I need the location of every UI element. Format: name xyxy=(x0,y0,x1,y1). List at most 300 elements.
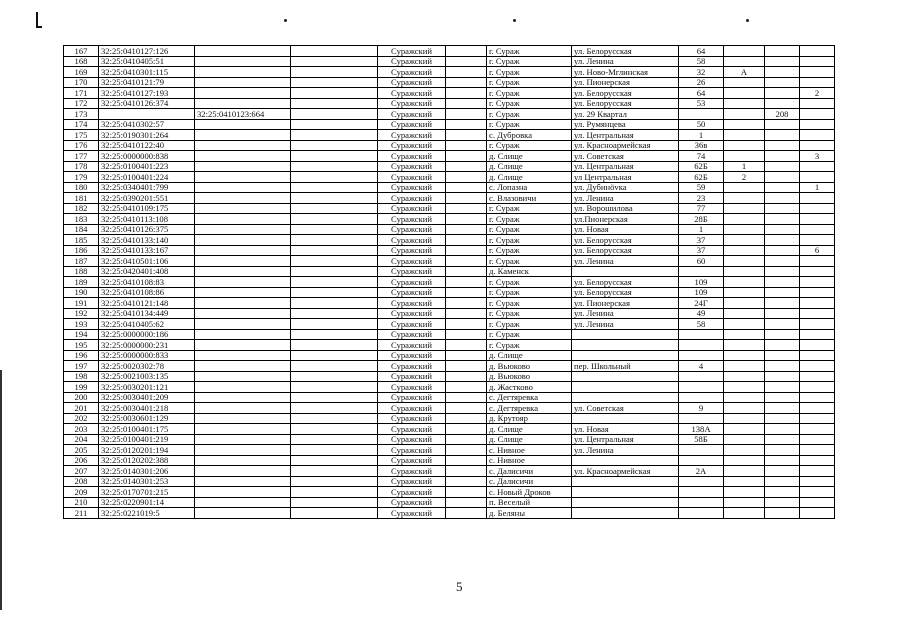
flat-cell xyxy=(800,203,835,214)
extra-cell xyxy=(765,67,800,78)
cadastral-number-cell: 32:25:0410501:106 xyxy=(99,256,195,267)
letter-cell xyxy=(724,140,765,151)
settlement-cell: г. Сураж xyxy=(487,319,572,330)
house-cell: 36в xyxy=(679,140,724,151)
district-cell: Суражский xyxy=(378,151,446,162)
house-cell: 109 xyxy=(679,287,724,298)
flat-cell xyxy=(800,193,835,204)
flat-cell xyxy=(800,350,835,361)
house-cell: 62Б xyxy=(679,172,724,183)
extra-cell xyxy=(765,319,800,330)
cadastral-number-cell xyxy=(99,109,195,120)
street-cell xyxy=(572,382,679,393)
district-cell: Суражский xyxy=(378,161,446,172)
letter-cell xyxy=(724,476,765,487)
house-cell: 74 xyxy=(679,151,724,162)
street-cell xyxy=(572,487,679,498)
district-cell: Суражский xyxy=(378,403,446,414)
blank-cell xyxy=(291,329,378,340)
extra-cell xyxy=(765,382,800,393)
street-cell: ул. Румянцева xyxy=(572,119,679,130)
street-cell: ул. Красноармейская xyxy=(572,466,679,477)
blank-cell xyxy=(446,487,487,498)
letter-cell xyxy=(724,455,765,466)
row-number-cell: 174 xyxy=(64,119,99,130)
blank-cell xyxy=(446,466,487,477)
letter-cell xyxy=(724,214,765,225)
table-row xyxy=(64,235,835,246)
flat-cell xyxy=(800,308,835,319)
cadastral-number-2-cell xyxy=(195,361,291,372)
cadastral-number-2-cell xyxy=(195,403,291,414)
cadastral-number-cell: 32:25:0030201:121 xyxy=(99,382,195,393)
flat-cell xyxy=(800,455,835,466)
blank-cell xyxy=(291,245,378,256)
blank-cell xyxy=(291,214,378,225)
blank-cell xyxy=(446,350,487,361)
table-row xyxy=(64,319,835,330)
settlement-cell: г. Сураж xyxy=(487,224,572,235)
cadastral-number-cell: 32:25:0120202:388 xyxy=(99,455,195,466)
cadastral-number-2-cell xyxy=(195,434,291,445)
blank-cell xyxy=(446,392,487,403)
blank-cell xyxy=(291,424,378,435)
flat-cell xyxy=(800,424,835,435)
row-number-cell: 203 xyxy=(64,424,99,435)
district-cell: Суражский xyxy=(378,308,446,319)
cadastral-number-cell: 32:25:0410121:148 xyxy=(99,298,195,309)
blank-cell xyxy=(446,455,487,466)
table-row xyxy=(64,434,835,445)
settlement-cell: д. Слище xyxy=(487,161,572,172)
row-number-cell: 188 xyxy=(64,266,99,277)
cadastral-number-2-cell xyxy=(195,508,291,519)
row-number-cell: 183 xyxy=(64,214,99,225)
page-number: 5 xyxy=(456,579,463,594)
cadastral-number-cell: 32:25:0410126:374 xyxy=(99,98,195,109)
house-cell: 58 xyxy=(679,56,724,67)
flat-cell xyxy=(800,140,835,151)
cadastral-number-cell: 32:25:0220901:14 xyxy=(99,497,195,508)
blank-cell xyxy=(291,445,378,456)
table-row xyxy=(64,424,835,435)
blank-cell xyxy=(291,46,378,57)
letter-cell xyxy=(724,487,765,498)
letter-cell xyxy=(724,308,765,319)
house-cell xyxy=(679,371,724,382)
letter-cell xyxy=(724,98,765,109)
scan-dot xyxy=(513,19,516,22)
cadastral-number-cell: 32:25:0410301:115 xyxy=(99,67,195,78)
street-cell xyxy=(572,413,679,424)
settlement-cell: г. Сураж xyxy=(487,287,572,298)
flat-cell xyxy=(800,340,835,351)
settlement-cell: г. Сураж xyxy=(487,298,572,309)
flat-cell xyxy=(800,403,835,414)
extra-cell xyxy=(765,119,800,130)
letter-cell xyxy=(724,277,765,288)
blank-cell xyxy=(446,413,487,424)
row-number-cell: 199 xyxy=(64,382,99,393)
house-cell: 1 xyxy=(679,130,724,141)
flat-cell xyxy=(800,46,835,57)
house-cell: 9 xyxy=(679,403,724,414)
district-cell: Суражский xyxy=(378,88,446,99)
table-row xyxy=(64,172,835,183)
house-cell: 64 xyxy=(679,88,724,99)
street-cell: ул. Центральная xyxy=(572,161,679,172)
letter-cell xyxy=(724,182,765,193)
district-cell: Суражский xyxy=(378,287,446,298)
blank-cell xyxy=(446,235,487,246)
row-number-cell: 171 xyxy=(64,88,99,99)
blank-cell xyxy=(291,371,378,382)
extra-cell xyxy=(765,340,800,351)
blank-cell xyxy=(446,161,487,172)
table-row xyxy=(64,130,835,141)
cadastral-number-2-cell xyxy=(195,119,291,130)
blank-cell xyxy=(446,298,487,309)
house-cell: 1 xyxy=(679,224,724,235)
street-cell: ул. Ленина xyxy=(572,308,679,319)
house-cell: 138А xyxy=(679,424,724,435)
blank-cell xyxy=(291,182,378,193)
letter-cell xyxy=(724,88,765,99)
extra-cell xyxy=(765,476,800,487)
letter-cell xyxy=(724,46,765,57)
settlement-cell: г. Сураж xyxy=(487,203,572,214)
row-number-cell: 173 xyxy=(64,109,99,120)
table-row xyxy=(64,214,835,225)
blank-cell xyxy=(291,193,378,204)
extra-cell xyxy=(765,308,800,319)
blank-cell xyxy=(291,98,378,109)
letter-cell xyxy=(724,329,765,340)
street-cell: ул. Пионерская xyxy=(572,298,679,309)
extra-cell xyxy=(765,203,800,214)
district-cell: Суражский xyxy=(378,130,446,141)
settlement-cell: д. Жастково xyxy=(487,382,572,393)
blank-cell xyxy=(291,256,378,267)
table-row xyxy=(64,277,835,288)
cadastral-number-2-cell xyxy=(195,77,291,88)
district-cell: Суражский xyxy=(378,193,446,204)
table-row xyxy=(64,203,835,214)
cadastral-number-2-cell xyxy=(195,224,291,235)
settlement-cell: д. Слище xyxy=(487,151,572,162)
blank-cell xyxy=(446,56,487,67)
table-row xyxy=(64,340,835,351)
row-number-cell: 172 xyxy=(64,98,99,109)
district-cell: Суражский xyxy=(378,329,446,340)
extra-cell xyxy=(765,224,800,235)
blank-cell xyxy=(446,277,487,288)
flat-cell xyxy=(800,161,835,172)
cadastral-number-cell: 32:25:0410405:51 xyxy=(99,56,195,67)
letter-cell xyxy=(724,193,765,204)
cadastral-number-2-cell xyxy=(195,308,291,319)
district-cell: Суражский xyxy=(378,119,446,130)
table-row xyxy=(64,308,835,319)
house-cell: 64 xyxy=(679,46,724,57)
extra-cell xyxy=(765,193,800,204)
flat-cell xyxy=(800,214,835,225)
street-cell: ул. Советская xyxy=(572,403,679,414)
flat-cell xyxy=(800,67,835,78)
street-cell: ул. Красноармейская xyxy=(572,140,679,151)
house-cell: 58Б xyxy=(679,434,724,445)
row-number-cell: 169 xyxy=(64,67,99,78)
table-row xyxy=(64,361,835,372)
row-number-cell: 196 xyxy=(64,350,99,361)
cadastral-number-2-cell xyxy=(195,88,291,99)
cadastral-number-cell: 32:25:0190301:264 xyxy=(99,130,195,141)
cadastral-number-2-cell xyxy=(195,161,291,172)
settlement-cell: г. Сураж xyxy=(487,329,572,340)
blank-cell xyxy=(291,203,378,214)
letter-cell xyxy=(724,382,765,393)
table-row xyxy=(64,466,835,477)
corner-bracket-mark xyxy=(36,12,42,28)
cadastral-number-2-cell xyxy=(195,497,291,508)
blank-cell xyxy=(446,445,487,456)
row-number-cell: 192 xyxy=(64,308,99,319)
extra-cell: 208 xyxy=(765,109,800,120)
cadastral-number-2-cell xyxy=(195,424,291,435)
letter-cell xyxy=(724,434,765,445)
table-row xyxy=(64,266,835,277)
cadastral-number-2-cell xyxy=(195,130,291,141)
cadastral-number-2-cell xyxy=(195,214,291,225)
cadastral-number-2-cell xyxy=(195,245,291,256)
blank-cell xyxy=(291,403,378,414)
extra-cell xyxy=(765,445,800,456)
letter-cell xyxy=(724,350,765,361)
cadastral-number-cell: 32:25:0410122:40 xyxy=(99,140,195,151)
cadastral-number-cell: 32:25:0410126:375 xyxy=(99,224,195,235)
flat-cell xyxy=(800,77,835,88)
settlement-cell: с. Нивное xyxy=(487,455,572,466)
blank-cell xyxy=(446,434,487,445)
letter-cell xyxy=(724,287,765,298)
flat-cell xyxy=(800,319,835,330)
street-cell: ул. Дубинövка xyxy=(572,182,679,193)
row-number-cell: 210 xyxy=(64,497,99,508)
house-cell xyxy=(679,266,724,277)
district-cell: Суражский xyxy=(378,361,446,372)
settlement-cell: д. Крутояр xyxy=(487,413,572,424)
table-row xyxy=(64,403,835,414)
blank-cell xyxy=(291,277,378,288)
blank-cell xyxy=(446,476,487,487)
letter-cell xyxy=(724,319,765,330)
extra-cell xyxy=(765,161,800,172)
table-row xyxy=(64,77,835,88)
cadastral-number-cell: 32:25:0000000:186 xyxy=(99,329,195,340)
scan-dot xyxy=(746,19,749,22)
district-cell: Суражский xyxy=(378,298,446,309)
district-cell: Суражский xyxy=(378,256,446,267)
cadastral-number-cell: 32:25:0410113:108 xyxy=(99,214,195,225)
row-number-cell: 208 xyxy=(64,476,99,487)
blank-cell xyxy=(446,256,487,267)
extra-cell xyxy=(765,172,800,183)
cadastral-number-cell: 32:25:0410133:167 xyxy=(99,245,195,256)
blank-cell xyxy=(446,151,487,162)
cadastral-number-cell: 32:25:0120201:194 xyxy=(99,445,195,456)
row-number-cell: 202 xyxy=(64,413,99,424)
table-row xyxy=(64,88,835,99)
row-number-cell: 205 xyxy=(64,445,99,456)
street-cell: ул.Пионерская xyxy=(572,214,679,225)
street-cell: ул. Ленина xyxy=(572,319,679,330)
settlement-cell: г. Сураж xyxy=(487,67,572,78)
table-row xyxy=(64,392,835,403)
extra-cell xyxy=(765,98,800,109)
cadastral-number-cell: 32:25:0420401:408 xyxy=(99,266,195,277)
table-row xyxy=(64,256,835,267)
table-row xyxy=(64,56,835,67)
cadastral-number-cell: 32:25:0030601:129 xyxy=(99,413,195,424)
letter-cell: 2 xyxy=(724,172,765,183)
cadastral-number-cell: 32:25:0410121:79 xyxy=(99,77,195,88)
street-cell: ул. Советская xyxy=(572,151,679,162)
blank-cell xyxy=(291,224,378,235)
blank-cell xyxy=(446,245,487,256)
street-cell xyxy=(572,392,679,403)
blank-cell xyxy=(291,119,378,130)
blank-cell xyxy=(291,392,378,403)
street-cell: ул. Центральная xyxy=(572,434,679,445)
table-row xyxy=(64,350,835,361)
blank-cell xyxy=(291,88,378,99)
extra-cell xyxy=(765,434,800,445)
street-cell: пер. Школьный xyxy=(572,361,679,372)
letter-cell xyxy=(724,361,765,372)
blank-cell xyxy=(446,508,487,519)
row-number-cell: 177 xyxy=(64,151,99,162)
row-number-cell: 187 xyxy=(64,256,99,267)
district-cell: Суражский xyxy=(378,182,446,193)
flat-cell xyxy=(800,56,835,67)
blank-cell xyxy=(291,487,378,498)
blank-cell xyxy=(291,287,378,298)
scan-edge-line xyxy=(0,370,2,610)
blank-cell xyxy=(446,88,487,99)
settlement-cell: г. Сураж xyxy=(487,56,572,67)
house-cell: 28Б xyxy=(679,214,724,225)
street-cell: ул. Ленина xyxy=(572,256,679,267)
blank-cell xyxy=(291,130,378,141)
district-cell: Суражский xyxy=(378,424,446,435)
blank-cell xyxy=(291,77,378,88)
blank-cell xyxy=(446,382,487,393)
district-cell: Суражский xyxy=(378,77,446,88)
flat-cell xyxy=(800,277,835,288)
house-cell: 49 xyxy=(679,308,724,319)
flat-cell xyxy=(800,130,835,141)
cadastral-number-2-cell xyxy=(195,466,291,477)
blank-cell xyxy=(291,350,378,361)
row-number-cell: 182 xyxy=(64,203,99,214)
flat-cell xyxy=(800,235,835,246)
settlement-cell: с. Новый Дроков xyxy=(487,487,572,498)
flat-cell xyxy=(800,224,835,235)
street-cell: ул. Белорусская xyxy=(572,98,679,109)
row-number-cell: 185 xyxy=(64,235,99,246)
row-number-cell: 209 xyxy=(64,487,99,498)
letter-cell xyxy=(724,109,765,120)
flat-cell xyxy=(800,287,835,298)
row-number-cell: 200 xyxy=(64,392,99,403)
blank-cell xyxy=(446,98,487,109)
letter-cell xyxy=(724,77,765,88)
extra-cell xyxy=(765,245,800,256)
house-cell xyxy=(679,392,724,403)
blank-cell xyxy=(446,287,487,298)
blank-cell xyxy=(291,466,378,477)
house-cell: 60 xyxy=(679,256,724,267)
street-cell: ул. Ново-Мглинская xyxy=(572,67,679,78)
settlement-cell: г. Сураж xyxy=(487,46,572,57)
settlement-cell: г. Сураж xyxy=(487,235,572,246)
extra-cell xyxy=(765,287,800,298)
settlement-cell: с. Влазовичи xyxy=(487,193,572,204)
cadastral-number-2-cell xyxy=(195,445,291,456)
district-cell: Суражский xyxy=(378,56,446,67)
table-row xyxy=(64,329,835,340)
cadastral-number-2-cell xyxy=(195,256,291,267)
cadastral-number-cell: 32:25:0021003:135 xyxy=(99,371,195,382)
settlement-cell: д. Вьюково xyxy=(487,361,572,372)
row-number-cell: 197 xyxy=(64,361,99,372)
extra-cell xyxy=(765,508,800,519)
row-number-cell: 176 xyxy=(64,140,99,151)
settlement-cell: д. Слище xyxy=(487,424,572,435)
settlement-cell: д. Вьюково xyxy=(487,371,572,382)
district-cell: Суражский xyxy=(378,508,446,519)
blank-cell xyxy=(291,340,378,351)
flat-cell xyxy=(800,497,835,508)
letter-cell xyxy=(724,392,765,403)
blank-cell xyxy=(291,298,378,309)
cadastral-number-2-cell xyxy=(195,413,291,424)
settlement-cell: г. Сураж xyxy=(487,98,572,109)
cadastral-number-2-cell xyxy=(195,319,291,330)
flat-cell xyxy=(800,487,835,498)
blank-cell xyxy=(291,266,378,277)
cadastral-number-cell: 32:25:0030401:209 xyxy=(99,392,195,403)
house-cell: 59 xyxy=(679,182,724,193)
house-cell xyxy=(679,413,724,424)
letter-cell xyxy=(724,224,765,235)
scan-dot xyxy=(284,19,287,22)
district-cell: Суражский xyxy=(378,392,446,403)
extra-cell xyxy=(765,413,800,424)
row-number-cell: 201 xyxy=(64,403,99,414)
flat-cell xyxy=(800,382,835,393)
letter-cell xyxy=(724,266,765,277)
street-cell: ул. Белорусская xyxy=(572,235,679,246)
settlement-cell: с. Дегтяревка xyxy=(487,403,572,414)
table-row xyxy=(64,182,835,193)
table-row xyxy=(64,287,835,298)
flat-cell xyxy=(800,508,835,519)
blank-cell xyxy=(291,161,378,172)
cadastral-number-cell: 32:25:0030401:218 xyxy=(99,403,195,414)
flat-cell: 6 xyxy=(800,245,835,256)
blank-cell xyxy=(446,319,487,330)
